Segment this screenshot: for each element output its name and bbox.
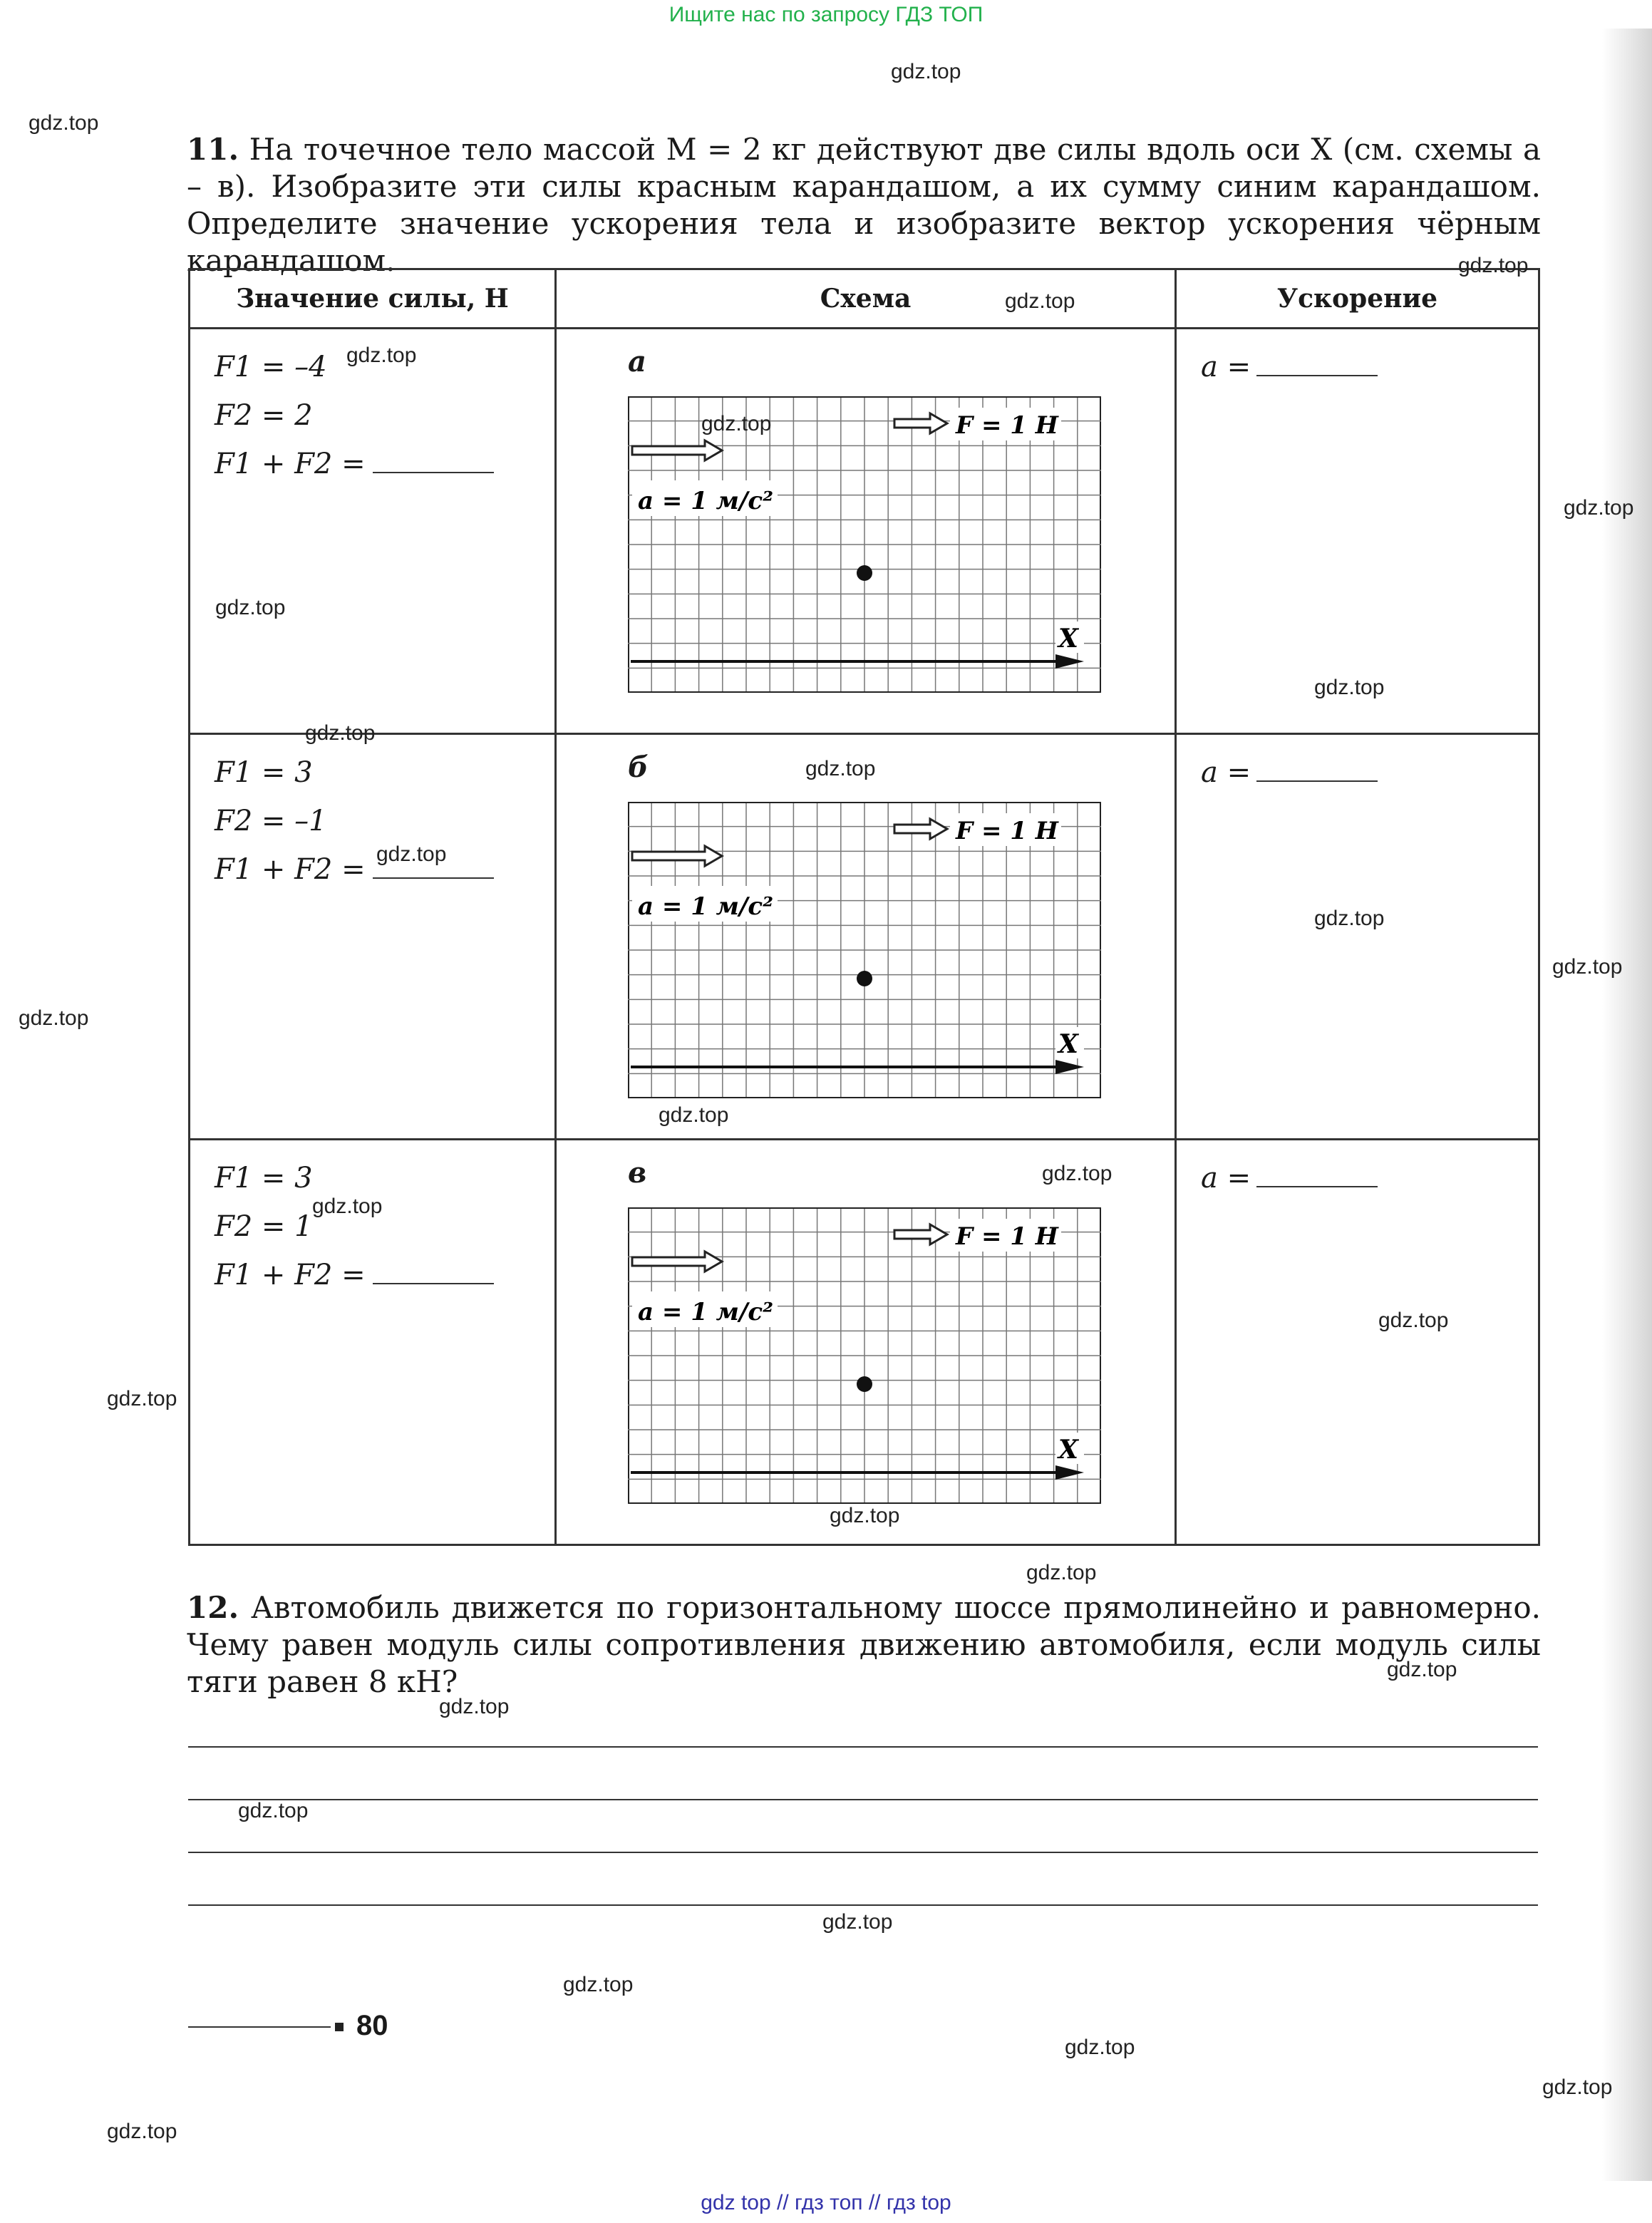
body-point [857,565,872,581]
watermark: gdz.top [891,60,961,83]
x-axis-arrowhead [1055,654,1084,669]
force-f1: F1 = 3 [215,756,313,789]
acceleration-blank[interactable] [1256,372,1378,376]
acceleration-answer [1201,1162,1378,1195]
force-sum-blank[interactable] [373,1280,494,1284]
task-11-number: 11. [187,132,239,167]
accel-scale-arrow [632,1252,722,1272]
force-sum-blank[interactable] [373,469,494,473]
force-sum-label: F1 + F2 = [215,853,366,886]
scheme-letter: б [628,751,649,784]
force-scale-arrow [894,1224,947,1244]
page-number-text: 80 [356,2010,388,2041]
accel-scale-label: a = 1 м/с² [638,892,774,921]
acceleration-answer [1201,756,1378,789]
x-axis-label: X [1058,624,1078,654]
watermark: gdz.top [107,2120,177,2143]
acceleration-label: a = [1201,1162,1251,1195]
accel-scale-label: a = 1 м/с² [638,1298,774,1326]
watermark: gdz.top [1314,676,1385,699]
scheme-grid [628,1207,1101,1504]
x-axis-label: X [1058,1435,1078,1465]
watermark: gdz.top [29,111,99,135]
force-f1: F1 = 3 [215,1162,313,1195]
watermark: gdz.top [1042,1162,1112,1185]
top-banner[interactable]: Ищите нас по запросу ГДЗ ТОП [668,3,984,26]
header-force-value: Значение силы, Н [190,269,556,329]
scheme-cell [556,329,1176,734]
watermark: gdz.top [805,757,876,780]
watermark: gdz.top [822,1910,893,1934]
watermark: gdz.top [107,1387,177,1410]
watermark: gdz.top [215,596,286,619]
table-row [190,1140,1539,1545]
watermark: gdz.top [1552,955,1623,979]
accel-scale-label: a = 1 м/с² [638,487,774,515]
force-sum-label: F1 + F2 = [215,448,366,480]
acceleration-cell [1176,329,1539,734]
acceleration-blank[interactable] [1256,778,1378,782]
force-scale-label: F = 1 Н [956,411,1058,440]
x-axis-arrowhead [1055,1465,1084,1480]
acceleration-cell [1176,1140,1539,1545]
x-axis-label: X [1058,1029,1078,1059]
body-point [857,1376,872,1392]
task-12-number: 12. [187,1590,239,1625]
answer-line[interactable] [188,1852,1538,1853]
watermark: gdz.top [1542,2075,1613,2099]
scheme-cell [556,734,1176,1140]
watermark: gdz.top [1378,1309,1449,1332]
force-scale-label: F = 1 Н [956,817,1058,845]
force-sum-label: F1 + F2 = [215,1259,366,1291]
force-values-cell [190,329,556,734]
watermark: gdz.top [1387,1658,1457,1681]
task-12-text: Автомобиль движется по горизонтальному шоссе прямолинейно и равномерно. Чему равен модуль силы сопротивления движению автомобиля, если модуль силы тяги равен 8 кН? [187,1590,1541,1699]
watermark: gdz.top [238,1799,309,1822]
acceleration-label: a = [1201,351,1251,383]
watermark: gdz.top [1564,496,1634,520]
accel-scale-arrow [632,440,722,460]
header-scheme: Схема [556,269,1176,329]
watermark: gdz.top [312,1195,383,1218]
table-row [190,734,1539,1140]
task-12 [187,1589,1541,1701]
answer-line[interactable] [188,1799,1538,1800]
bottom-banner[interactable]: gdz top // гдз топ // гдз top [701,2191,951,2214]
scheme-grid [628,802,1101,1098]
watermark: gdz.top [305,721,376,745]
page-edge-shadow [1602,29,1652,2181]
force-sum [215,1259,494,1291]
watermark: gdz.top [376,842,447,866]
scheme-grid [628,396,1101,693]
answer-line[interactable] [188,1904,1538,1906]
watermark: gdz.top [346,344,417,367]
x-axis-arrowhead [1055,1060,1084,1074]
body-point [857,971,872,986]
force-f2: F2 = –1 [215,805,327,837]
watermark: gdz.top [19,1006,89,1030]
force-scale-label: F = 1 Н [956,1222,1058,1251]
table-row [190,329,1539,734]
watermark: gdz.top [1026,1561,1097,1584]
task-11-text: На точечное тело массой M = 2 кг действуют две силы вдоль оси X (см. схемы а – в). Изобразите эти силы красным карандашом, а их сумму синим карандашом. Определите значение ускорения тела и изобразите вектор ускорения чёрным карандашом. [187,132,1541,278]
watermark: gdz.top [659,1103,729,1127]
page-number [188,2010,402,2042]
watermark: gdz.top [563,1973,634,1996]
task-11 [187,131,1541,279]
scheme-cell [556,1140,1176,1545]
accel-scale-arrow [632,846,722,866]
page-number-rule [188,2026,331,2028]
force-sum [215,853,494,886]
watermark: gdz.top [439,1695,510,1718]
force-scale-arrow [894,819,947,839]
watermark: gdz.top [1314,907,1385,930]
force-sum-blank[interactable] [373,875,494,879]
table-header-row [190,269,1539,329]
answer-line[interactable] [188,1746,1538,1748]
force-f2: F2 = 1 [215,1210,313,1243]
force-f2: F2 = 2 [215,399,313,432]
scheme-letter: в [628,1156,647,1190]
header-acceleration: Ускорение [1176,269,1539,329]
watermark: gdz.top [1458,254,1529,277]
force-f1: F1 = –4 [215,351,327,383]
acceleration-label: a = [1201,756,1251,789]
watermark: gdz.top [701,412,772,435]
watermark: gdz.top [830,1504,900,1527]
acceleration-blank[interactable] [1256,1183,1378,1187]
acceleration-answer [1201,351,1378,383]
force-values-cell [190,734,556,1140]
page-number-marker [335,2023,344,2031]
force-scale-arrow [894,413,947,433]
acceleration-cell [1176,734,1539,1140]
force-sum [215,448,494,480]
scheme-letter: а [628,345,646,378]
watermark: gdz.top [1065,2036,1135,2059]
watermark: gdz.top [1005,289,1075,313]
